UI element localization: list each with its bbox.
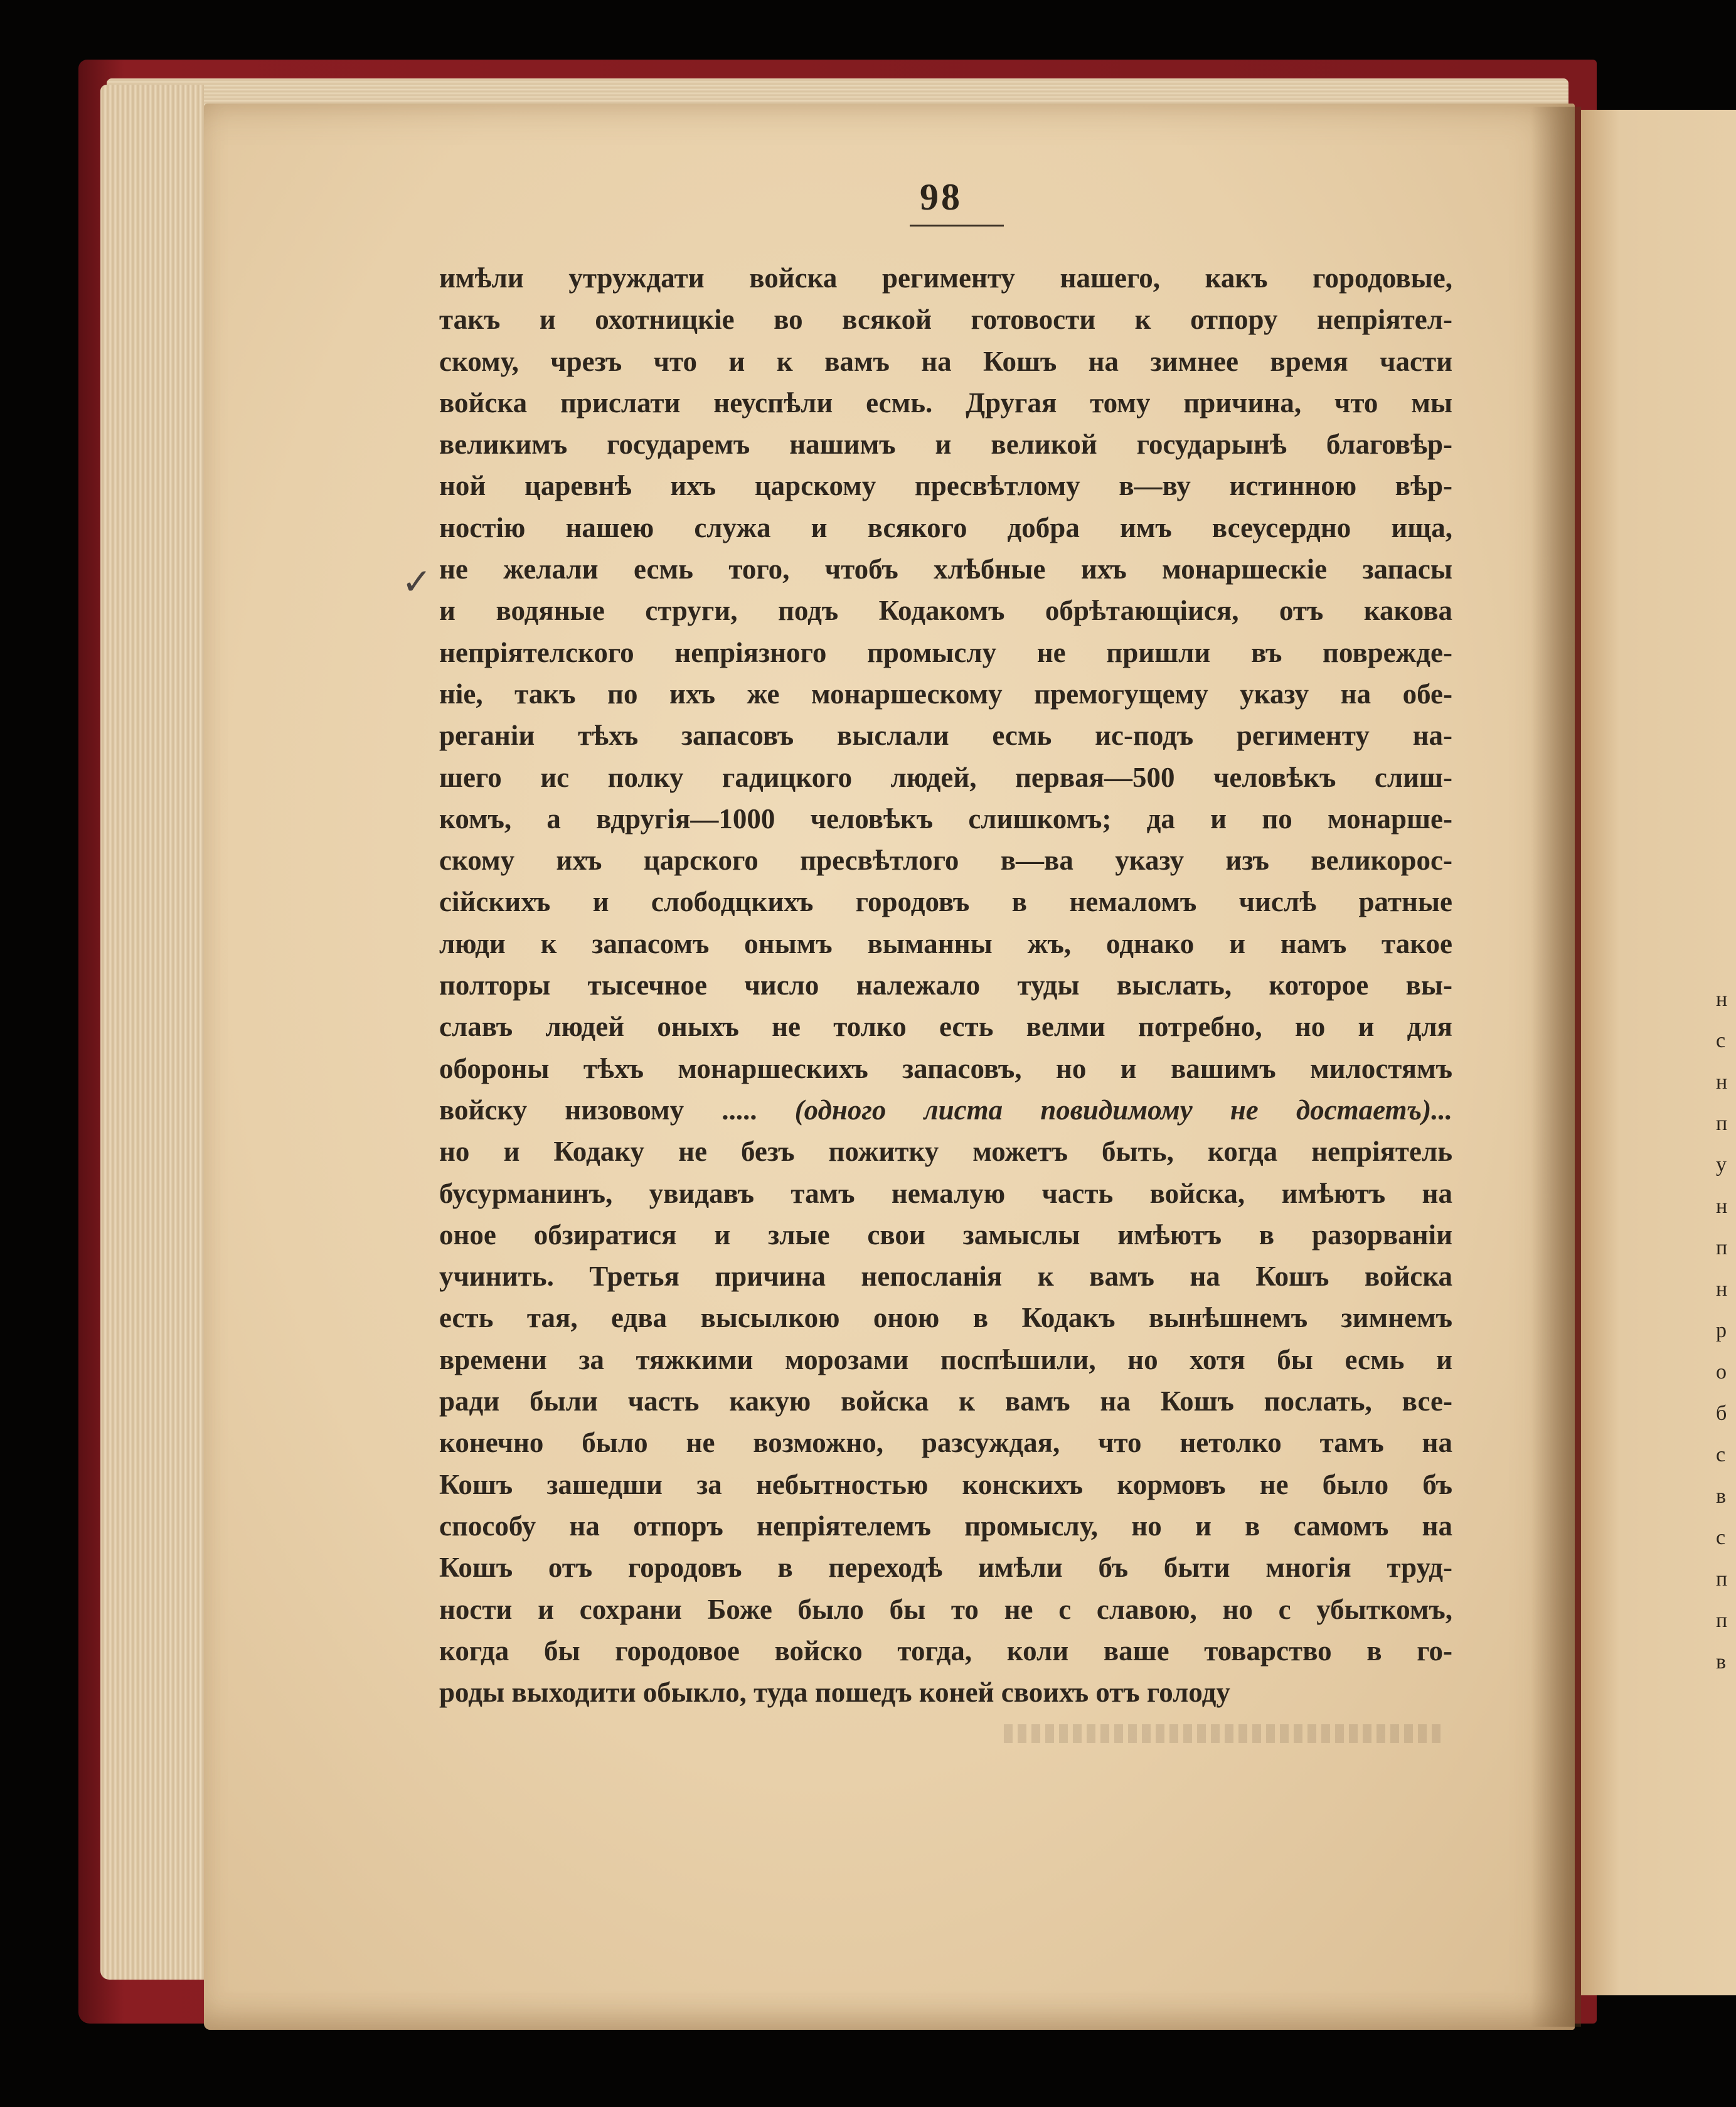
text-line: ради были часть какую войска к вамъ на Кошъ послать, все- xyxy=(439,1385,1452,1417)
text-line: такъ и охотницкіе во всякой готовости к отпору непріятел- xyxy=(439,304,1452,336)
facing-page xyxy=(1581,110,1736,1995)
facing-page-letter: п xyxy=(1716,1567,1728,1591)
text-line: конечно было не возможно, разсуждая, что нетолко тамъ на xyxy=(439,1427,1452,1459)
text-line: скому, чрезъ что и к вамъ на Кошъ на зимнее время части xyxy=(439,345,1452,377)
text-line: учинить. Третья причина непосланія к вамъ на Кошъ войска xyxy=(439,1261,1452,1293)
text-line: и водяные струги, подъ Кодакомъ обрѣтающіися, отъ какова xyxy=(439,595,1452,627)
text-line: ной царевнѣ ихъ царскому пресвѣтлому в—ву истинною вѣр- xyxy=(439,470,1452,502)
facing-page-text xyxy=(1716,979,1736,1683)
facing-page-letter: в xyxy=(1716,1485,1727,1508)
margin-check-mark: ✓ xyxy=(402,562,432,602)
page-edges-left xyxy=(100,85,204,1980)
text-line: бусурманинъ, увидавъ тамъ немалую часть войска, имѣютъ на xyxy=(439,1177,1452,1209)
text-line: оное обзиратися и злые свои замыслы имѣютъ в разорваніи xyxy=(439,1219,1452,1251)
facing-page-letter: п xyxy=(1716,1112,1728,1135)
gutter-shadow xyxy=(1531,107,1581,2027)
facing-page-letter: н xyxy=(1716,1195,1728,1218)
facing-page-letter: н xyxy=(1716,1278,1728,1301)
text-line: времени за тяжкими морозами поспѣшили, но хотя бы есмь и xyxy=(439,1343,1452,1375)
facing-page-letter: п xyxy=(1716,1609,1728,1632)
facing-page-letter: о xyxy=(1716,1360,1727,1384)
body-text xyxy=(439,257,1452,1713)
text-line xyxy=(439,1089,1452,1131)
text-line: Кошъ отъ городовъ в переходѣ имѣли бъ быти многія труд- xyxy=(439,1552,1452,1584)
text-line: Кошъ зашедши за небытностью конскихъ кормовъ не было бъ xyxy=(439,1468,1452,1500)
page-number: 98 xyxy=(920,176,962,218)
text-line: славъ людей оныхъ не толко есть велми потребно, но и для xyxy=(439,1011,1452,1043)
text-line: когда бы городовое войско тогда, коли ваше товарство в го- xyxy=(439,1635,1452,1667)
text-line: не желали есмь того, чтобъ хлѣбные ихъ монаршескіе запасы xyxy=(439,553,1452,585)
facing-page-letter: п xyxy=(1716,1236,1728,1259)
text-line: ности и сохрани Боже было бы то не с славою, но с убыткомъ, xyxy=(439,1593,1452,1625)
page-number-rule xyxy=(910,225,1004,227)
text-line: способу на отпоръ непріятелемъ промыслу, но и в самомъ на xyxy=(439,1510,1452,1542)
facing-page-letter: у xyxy=(1716,1153,1727,1176)
text-line: но и Кодаку не безъ пожитку можетъ быть, когда непріятель xyxy=(439,1136,1452,1168)
text-line-content: войску низовому ..... xyxy=(439,1094,795,1126)
editorial-note: (одного листа повидимому не достаетъ)... xyxy=(794,1094,1452,1126)
text-line: шего ис полку гадицкого людей, первая—500 человѣкъ слиш- xyxy=(439,761,1452,793)
text-line: ніе, такъ по ихъ же монаршескому премогущему указу на обе- xyxy=(439,678,1452,710)
text-line: реганіи тѣхъ запасовъ выслали есмь ис-подъ регименту на- xyxy=(439,720,1452,752)
facing-page-letter: с xyxy=(1716,1526,1726,1549)
facing-page-letter: с xyxy=(1716,1029,1726,1052)
text-line: скому ихъ царского пресвѣтлого в—ва указу изъ великорос- xyxy=(439,845,1452,877)
facing-page-letter: н xyxy=(1716,988,1728,1011)
text-line: полторы тысечное число належало туды выслать, которое вы- xyxy=(439,969,1452,1001)
facing-page-letter: н xyxy=(1716,1070,1728,1094)
text-line: комъ, а вдругія—1000 человѣкъ слишкомъ; да и по монарше- xyxy=(439,803,1452,835)
text-line: обороны тѣхъ монаршескихъ запасовъ, но и вашимъ милостямъ xyxy=(439,1052,1452,1084)
text-line: великимъ государемъ нашимъ и великой государынѣ благовѣр- xyxy=(439,429,1452,461)
text-line: люди к запасомъ онымъ выманны жъ, однако и намъ такое xyxy=(439,927,1452,959)
facing-page-letter: р xyxy=(1716,1319,1727,1342)
facing-page-letter: б xyxy=(1716,1402,1727,1425)
text-line: роды выходити обыкло, туда пошедъ коней своихъ отъ голоду xyxy=(439,1677,1230,1709)
text-line: имѣли утруждати войска регименту нашего, какъ городовые, xyxy=(439,262,1452,294)
text-line: непріятелского непріязного промыслу не пришли въ поврежде- xyxy=(439,636,1452,668)
text-line: ностію нашею служа и всякого добра имъ всеусердно ища, xyxy=(439,511,1452,543)
text-line: войска прислати неуспѣли есмь. Другая тому причина, что мы xyxy=(439,387,1452,419)
text-line: есть тая, едва высылкою оною в Кодакъ вынѣшнемъ зимнемъ xyxy=(439,1302,1452,1334)
text-line: сійскихъ и слободцкихъ городовъ в немаломъ числѣ ратные xyxy=(439,886,1452,918)
bleed-through-text xyxy=(1004,1724,1443,1743)
facing-page-letter: в xyxy=(1716,1650,1727,1673)
facing-page-letter: с xyxy=(1716,1443,1726,1466)
